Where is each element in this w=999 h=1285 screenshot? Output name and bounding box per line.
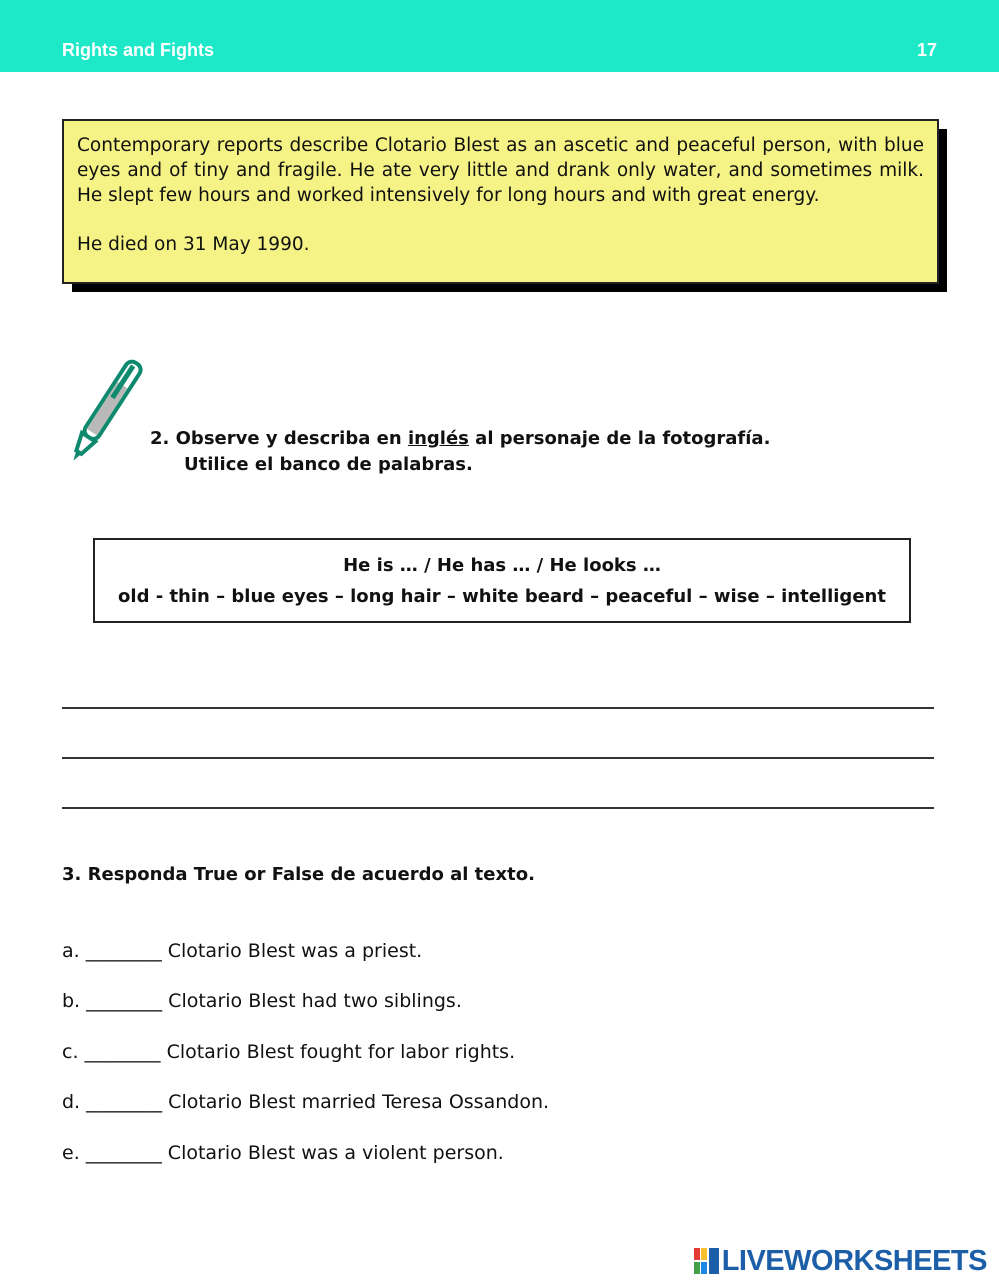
- true-false-item[interactable]: b. ________ Clotario Blest had two siblings.: [62, 990, 462, 1012]
- page-header: [0, 0, 999, 72]
- true-false-item[interactable]: e. ________ Clotario Blest was a violent person.: [62, 1142, 504, 1164]
- true-false-item[interactable]: d. ________ Clotario Blest married Teresa Ossandon.: [62, 1091, 550, 1113]
- pen-icon: [55, 350, 155, 475]
- question-3-title: 3. Responda True or False de acuerdo al texto.: [62, 864, 535, 885]
- info-box: [62, 119, 939, 284]
- logo-text: LIVEWORKSHEETS: [721, 1244, 987, 1277]
- question-2-keyword: inglés: [407, 428, 469, 449]
- word-bank: [93, 538, 911, 623]
- header-title: Rights and Fights: [62, 40, 214, 60]
- answer-line[interactable]: [62, 807, 934, 809]
- liveworksheets-logo: [694, 1243, 987, 1279]
- page-number: 17: [916, 40, 937, 60]
- question-2-suffix: al personaje de la fotografía.: [468, 428, 771, 449]
- word-bank-line-2: old - thin – blue eyes – long hair – white beard – peaceful – wise – intelligent: [118, 586, 886, 607]
- question-2-line-2: Utilice el banco de palabras.: [184, 454, 473, 475]
- logo-mark-icon: [694, 1247, 720, 1275]
- info-paragraph-2: He died on 31 May 1990.: [77, 234, 310, 255]
- answer-line[interactable]: [62, 707, 934, 709]
- answer-line[interactable]: [62, 757, 934, 759]
- question-2-prefix: 2. Observe y describa en: [150, 428, 408, 449]
- word-bank-line-1: He is … / He has … / He looks …: [343, 555, 661, 576]
- question-2: [150, 426, 770, 478]
- true-false-item[interactable]: a. ________ Clotario Blest was a priest.: [62, 940, 423, 962]
- info-paragraph-1: Contemporary reports describe Clotario Blest as an ascetic and peaceful person, with blue eyes and of tiny and fragile. He ate very little and drank only water, and sometimes milk. He slept few hours and worked intensively for long hours and with great energy.: [77, 135, 924, 206]
- true-false-item[interactable]: c. ________ Clotario Blest fought for labor rights.: [62, 1041, 516, 1063]
